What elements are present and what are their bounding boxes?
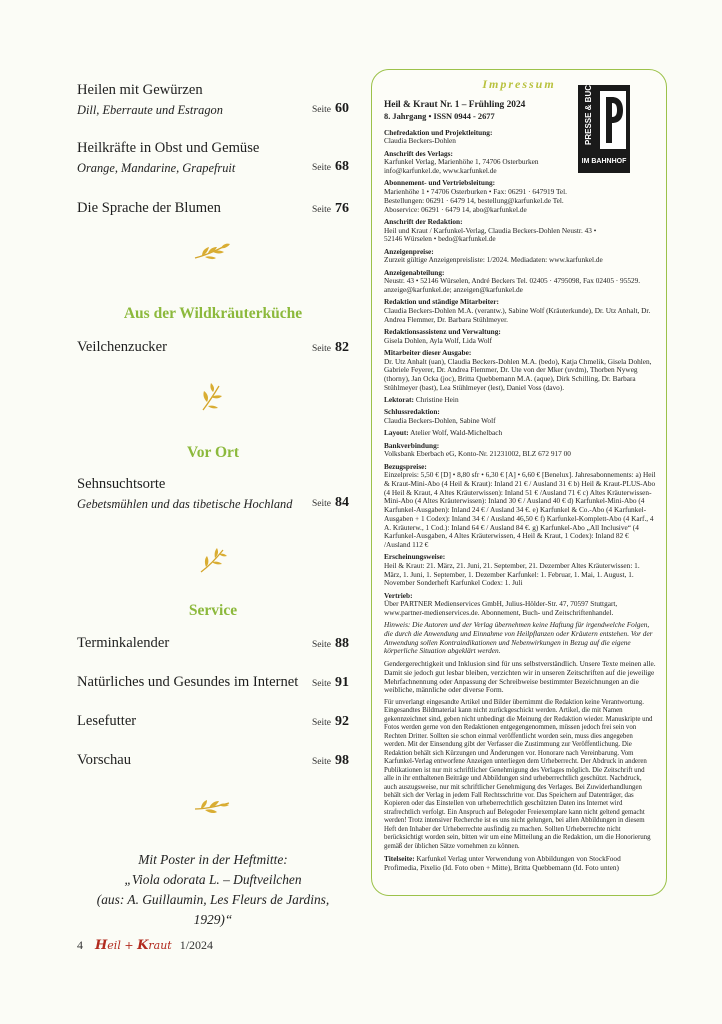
seite-label: Seite xyxy=(312,757,331,767)
section-heading-service: Service xyxy=(188,602,238,619)
impressum-box xyxy=(371,69,667,896)
page-number: 92 xyxy=(335,714,349,729)
toc-entry-internet[interactable] xyxy=(77,672,349,692)
impressum-layout: Layout: Atelier Wolf, Wald-Michelbach xyxy=(384,428,503,438)
toc-entry-vorschau[interactable] xyxy=(77,750,349,770)
impressum-block: Bezugspreise: Einzelpreis: 5,50 € [D] • 8,80 sfr • 6,30 € [A] • 6,60 € [Benelux]. Jahresabonnements: a) Heil & Kraut-Mini-Abo (4 Heil & Kraut): Inland 21 € / Ausland 31 € b) Heil & Kraut-PLUS-Abo (4 Heil & Kraut, 4 Altes Kräuterwissen): Inland 51 € /Ausland 71 € c) Altes Kräuterwissen-Mini-Abo (4 Altes Kräuterwissen): Inland 30 € / Ausland 40 € d) Karfunkel-Mini-Abo (4 Karfunkel-Ausgaben): Inland 24 € / Ausland 34 €. e) Karfunkel & Co.-Abo (4 Karfunkel-Ausgaben + 1 Codex): Inland 34 € / Ausland 46,50 € f) Karfunkel-Komplett-Abo (4 Karf., 4 A. Kräuterw., 1 Cod.): Inland 64 € / Ausland 84 €. g) Karfunkel-Abo „All Inclusive“ (4 Karfunkel-Ausgaben, 4 Altes Kräuterwissen, 4 Heil & Kraut, 1 Codex): Inland 82 € /Ausland 112 € xyxy=(384,461,656,549)
leaf-ornament-icon xyxy=(193,241,233,265)
page-number: 82 xyxy=(335,340,349,355)
page-number: 84 xyxy=(335,495,349,510)
impressum-block: Anschrift der Redaktion: Heil und Kraut / Karfunkel-Verlag, Claudia Beckers-Dohlen Neustr. 43 • 52146 Würselen • bedo@karfunkel.de xyxy=(384,216,597,244)
poster-line: Mit Poster in der Heftmitte: xyxy=(138,852,288,867)
toc-entry-terminkalender[interactable] xyxy=(77,633,349,653)
toc-entry-title: Heilkräfte in Obst und Gemüse xyxy=(77,140,260,156)
page-number: 76 xyxy=(335,201,349,216)
page-number: 88 xyxy=(335,636,349,651)
seite-label: Seite xyxy=(312,163,331,173)
toc-entry-sehnsuchtsorte[interactable] xyxy=(77,475,349,514)
toc-entry-subtitle: Orange, Mandarine, Grapefruit xyxy=(77,161,236,175)
toc-entry-title: Terminkalender xyxy=(77,635,170,651)
toc-page-ref xyxy=(312,337,349,359)
issue-heading: Heil & Kraut Nr. 1 – Frühling 2024 xyxy=(384,99,526,110)
impressum-legal-text: Für unverlangt eingesandte Artikel und Bilder übernimmt die Redaktion keine Verantwortung. Eingesandtes Bildmaterial kann nicht zurückgeschickt werden. Artikel, die mit Namen gekennzeichnet sind, geben nicht unbedingt die Meinung der Redaktion wieder. Manuskripte und Fotos werden gerne von den Redaktionen entgegengenommen, müssen jedoch frei sein von Rechten Dritter. Sollten sie schon einmal veröffentlicht worden sein, muss dies angegeben werden. Mit der Einsendung gibt der Verfasser die Zustimmung zur Veröffentlichung. Die Redaktion behält sich Kürzungen und Änderungen vor. Honorare nach Vereinbarung. Vom Karfunkel-Verlag entworfene Anzeigen unterliegen dem Urheberrecht. Der Abdruck in anderen Publikationen ist nur mit schriftlicher Genehmigung des Verlages möglich. Die Zeitschrift und alle in ihr enthaltenen Beiträge und Abbildungen sind urheberrechtlich geschützt. Nachdruck, auch auszugsweise, nur mit schriftlicher Genehmigung des Verlages. Bei Zuwiderhandlungen behält sich der Verlag in jedem Fall Rechtsschritte vor. Das Speichern auf Datenträger, das Kopieren oder das Einstellen von urheberrechtlich geschützten Daten ins Internet wird strafrechtlich verfolgt. Ein Anspruch auf Belegoder Freiexemplare kann nicht geltend gemacht werden! Trotz intensiver Recherche ist es uns nicht gelungen, bei allen Abbildungen in diesem Heft den Inhaber der Urheberrechte ausfindig zu machen. Sollten Urheberrechte nicht berücksichtigt worden sein, bitten wir um eine Mitteilung an die Redaktion, um die Honorierung gemäß der üblichen Sätze vornehmen zu können. xyxy=(384,698,653,850)
toc-entry-title: Die Sprache der Blumen xyxy=(77,200,221,216)
page-number: 68 xyxy=(335,159,349,174)
impressum-block: Vertrieb: Über PARTNER Medienservices GmbH, Julius-Hölder-Str. 47, 70597 Stuttgart, www.partner-medienservices.de. Abonnement, Buch- und Zeitschriftenhandel. xyxy=(384,590,618,618)
toc-entry-veilchenzucker[interactable] xyxy=(77,337,349,357)
toc-entry-sprache-blumen[interactable] xyxy=(77,198,349,218)
logo-vertical-text: PRESSE & BUCH xyxy=(584,85,593,145)
impressum-block: Redaktion und ständige Mitarbeiter: Claudia Beckers-Dohlen M.A. (verantw.), Sabine Wolf (Kräuterkunde), Dr. Utz Anhalt, Dr. Andrea Flemmer, Dr. Barbara Stühlmeyer. xyxy=(384,297,651,324)
poster-note xyxy=(77,850,349,930)
seite-label: Seite xyxy=(312,718,331,728)
impressum-block: Chefredaktion und Projektleitung: Claudia Beckers-Dohlen xyxy=(384,127,493,146)
impressum-block: Schlussredaktion: Claudia Beckers-Dohlen, Sabine Wolf xyxy=(384,407,496,426)
impressum-block: Redaktionsassistenz und Verwaltung: Gisela Dohlen, Ayla Wolf, Lida Wolf xyxy=(384,326,501,345)
toc-page-ref xyxy=(312,492,349,514)
toc-page-ref xyxy=(312,672,349,694)
toc-page-ref xyxy=(312,198,349,220)
leaf-ornament-icon xyxy=(193,795,233,819)
seite-label: Seite xyxy=(312,679,331,689)
impressum-title: Impressum xyxy=(482,77,556,91)
seite-label: Seite xyxy=(312,640,331,650)
footer-page-number: 4 xyxy=(77,937,83,952)
toc-entry-subtitle: Dill, Eberraute und Estragon xyxy=(77,103,223,117)
section-heading-wildkraeuterkueche: Aus der Wildkräuterküche xyxy=(123,305,303,322)
footer-issue: 1/2024 xyxy=(179,937,214,952)
poster-line: „Viola odorata L. – Duftveilchen xyxy=(124,872,302,887)
magazine-logo: Heil + Kraut xyxy=(95,937,172,953)
toc-entry-subtitle: Gebetsmühlen und das tibetische Hochland xyxy=(77,497,293,511)
toc-entry-title: Sehnsuchtsorte xyxy=(77,476,166,492)
seite-label: Seite xyxy=(312,205,331,215)
seite-label: Seite xyxy=(312,105,331,115)
poster-line: (aus: A. Guillaumin, Les Fleurs de Jardins, 1929)“ xyxy=(96,892,330,927)
impressum-block: Abonnement- und Vertriebsleitung: Marienhöhe 1 • 74706 Osterburken • Fax: 06291 · 647919 Tel. Bestellungen: 06291 · 6479 14, bestellung@karfunkel.de Tel. Aboservice: 06291 · 6479 14, abo@karfunkel.de xyxy=(384,178,568,214)
leaf-ornament-icon xyxy=(197,544,229,576)
issue-subheading: 8. Jahrgang • ISSN 0944 - 2677 xyxy=(384,111,495,121)
impressum-block: Erscheinungsweise: Heil & Kraut: 21. März, 21. Juni, 21. September, 21. Dezember Altes Kräuterwissen: 1. März, 1. Juni, 1. September, 1. Dezember Karfunkel: 1. Februar, 1. Mai, 1. August, 1. November Sonderheft Karfunkel Codex: 1. Juli xyxy=(384,552,640,588)
toc-entry-title: Lesefutter xyxy=(77,713,137,729)
toc-entry-gewuerze[interactable] xyxy=(77,81,349,120)
toc-entry-lesefutter[interactable] xyxy=(77,711,349,731)
impressum-hinweis: Hinweis: Die Autoren und der Verlag übernehmen keine Haftung für irgendwelche Folgen, die durch die Anwendung und Einnahme von Heilpflanzen oder Kräutern entstehen. Vor der Anwendung sollen Kontraindikationen und Nebenwirkungen in Bezug auf die eigene körperliche Situation abgeklärt werden. xyxy=(384,620,653,656)
impressum-block: Anzeigenpreise: Zurzeit gültige Anzeigenpreisliste: 1/2024. Mediadaten: www.karfunkel.de xyxy=(384,246,603,265)
toc-entry-title: Heilen mit Gewürzen xyxy=(77,82,203,98)
impressum-block: Anzeigenabteilung: Neustr. 43 • 52146 Würselen, André Beckers Tel. 02405 · 4795098, Fax 02405 · 95529. anzeige@karfunkel.de; anzeigen@karfunkel.de xyxy=(384,267,641,294)
impressum-titelseite: Titelseite: Karfunkel Verlag unter Verwendung von Abbildungen von StockFood Profimedia, Pixelio (Id. Foto oben + Mitte), Britta Quebbemann (Id. Foto unten) xyxy=(384,854,621,872)
toc-entry-title: Vorschau xyxy=(77,752,132,768)
impressum-content xyxy=(384,77,656,877)
page-number: 98 xyxy=(335,753,349,768)
toc-entry-subline xyxy=(77,158,349,178)
page-number: 91 xyxy=(335,675,349,690)
toc-page-ref xyxy=(312,750,349,772)
seite-label: Seite xyxy=(312,344,331,354)
page-number: 60 xyxy=(335,101,349,116)
toc-page-ref xyxy=(312,633,349,655)
toc-page-ref xyxy=(312,711,349,733)
leaf-ornament-icon xyxy=(197,382,229,414)
toc-entry-title: Natürliches und Gesundes im Internet xyxy=(77,674,299,690)
page-footer xyxy=(77,935,213,955)
impressum-block: Bankverbindung: Volksbank Eberbach eG, Konto-Nr. 21231002, BLZ 672 917 00 xyxy=(384,440,571,459)
seite-label: Seite xyxy=(312,499,331,509)
toc-entry-subline xyxy=(77,494,349,514)
toc-page-ref xyxy=(312,98,349,120)
impressum-lektorat: Lektorat: Christine Hein xyxy=(384,395,459,405)
impressum-gender-note: Gendergerechtigkeit und Inklusion sind für uns selbstverständlich. Unsere Texte meinen alle. Damit sie jedoch gut lesbar bleiben, verzichten wir in unseren Zeitschriften auf die jeweilige Mehrfachnennung oder Anpassung der Schreibweise bestimmter Bezeichnungen an die weibliche, männliche oder diverse Form. xyxy=(384,659,656,695)
impressum-block: Anschrift des Verlags: Karfunkel Verlag, Marienhöhe 1, 74706 Osterburken info@karfunkel.de, www.karfunkel.de xyxy=(384,148,539,176)
impressum-block: Mitarbeiter dieser Ausgabe: Dr. Utz Anhalt (uan), Claudia Beckers-Dohlen M.A. (bedo), Katja Chmelik, Gisela Dohlen, Gabriele Feyerer, Dr. Andrea Flemmer, Dr. Ute von der Mker (uvdm), Thorben Nyweg (thorny), Jan Ocka (joc), Britta Quebbemann M.A. (aque), Dirk Schilling, Dr. Barbara Stühlmeyer (bast), Lea Stühlmeyer (lest), Daniel Voss (davo). xyxy=(384,347,652,392)
section-heading-vor-ort: Vor Ort xyxy=(186,444,240,461)
logo-bottom-text: IM BAHNHOF xyxy=(581,158,627,165)
toc-page-ref xyxy=(312,156,349,178)
toc-entry-subline xyxy=(77,100,349,120)
toc-entry-title: Veilchenzucker xyxy=(77,339,167,355)
toc-entry-obst-gemuese[interactable] xyxy=(77,139,349,178)
